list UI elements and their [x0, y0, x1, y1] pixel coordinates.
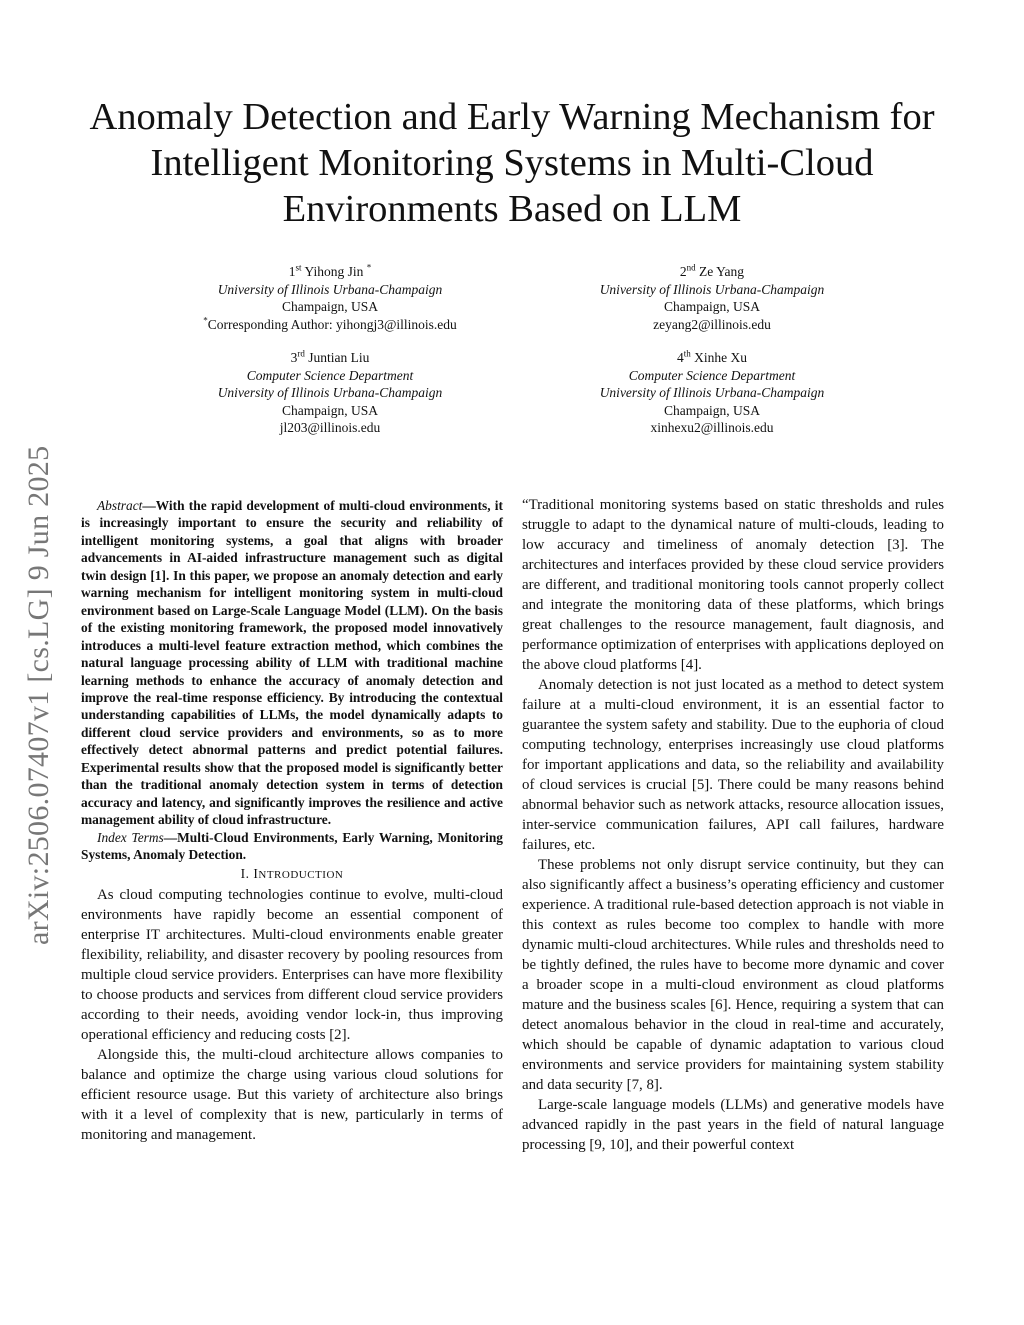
section-title-rest: NTRODUCTION	[258, 868, 344, 881]
author-mark: *	[366, 262, 372, 273]
ordinal-suffix: rd	[297, 348, 305, 359]
location: Champaign, USA	[282, 299, 378, 314]
section-number: I.	[240, 865, 250, 881]
email: zeyang2@illinois.edu	[653, 316, 771, 332]
department: Computer Science Department	[246, 367, 414, 383]
abstract-text: —With the rapid development of multi-cloud environments, it is increasingly important to ensure the security and reliability of intelligent monitoring systems, a goal that aligns with broader advancements in AI-aided infrastructure management such as digital twin design [1]. In this paper, we propose an anomaly detection and early warning mechanism for intelligent monitoring system in multi-cloud environment based on Large-Scale Language Model (LLM). On the basis of the existing monitoring framework, the proposed model innovatively introduces a multi-level feature extraction method, which combines the natural language processing ability of LLM with traditional machine learning methods to enhance the accuracy of anomaly detection and improve the real-time response efficiency. By introducing the contextual understanding capabilities of LLMs, the model dynamically adapts to different cloud service providers and environments, so as to more effectively detect abnormal patterns and predict potential failures. Experimental results show that the proposed model is significantly better than the traditional anomaly detection system in terms of detection accuracy and latency, and significantly improves the resilience and active management ability of cloud infrastructure.	[81, 498, 503, 828]
author-4	[532, 349, 892, 437]
abstract-label: Abstract	[97, 498, 143, 513]
author-3	[150, 349, 510, 437]
paragraph: Anomaly detection is not just located as a method to detect system failure at a multi-cloud environment, it is an essential factor to guarantee the system safety and stability. Due to the euphoria of cloud computing technology, enterprises increasingly use cloud platforms for important applications and data, so the reliability and availability of cloud services is crucial [5]. There could be many reasons behind abnormal behavior such as network attacks, resource allocation issues, inter-service communication failures, API call failures, hardware failures, etc.	[522, 677, 944, 853]
affiliation: University of Illinois Urbana-Champaign	[217, 385, 443, 400]
author-ordinal: 1	[288, 264, 296, 279]
ordinal-suffix: nd	[686, 262, 696, 273]
corresponding-note: Corresponding Author: yihongj3@illinois.edu	[207, 316, 457, 332]
affiliation: University of Illinois Urbana-Champaign	[599, 281, 825, 297]
index-terms-label: Index Terms	[97, 829, 164, 845]
email: xinhexu2@illinois.edu	[650, 420, 774, 435]
author-2	[532, 263, 892, 333]
note-mark: *	[203, 315, 208, 325]
location: Champaign, USA	[282, 402, 378, 418]
author-name: Juntian Liu	[308, 350, 370, 365]
section-heading-introduction	[81, 864, 503, 885]
author-ordinal: 4	[676, 350, 684, 365]
ordinal-suffix: th	[683, 348, 691, 359]
email: jl203@illinois.edu	[279, 420, 381, 435]
arxiv-stamp: arXiv:2506.07407v1 [cs.LG] 9 Jun 2025	[22, 445, 55, 945]
paragraph: Alongside this, the multi-cloud architecture allows companies to balance and optimize the charge using various cloud solutions for efficient resource usage. But this variety of architecture also brings with it a level of complexity that is new, particularly in terms of monitoring and management.	[81, 1046, 503, 1143]
right-column	[522, 495, 944, 1155]
paragraph: As cloud computing technologies continue to evolve, multi-cloud environments have rapidly become an essential component of enterprise IT architectures. Multi-cloud environments enable greater flexibility, reliability, and disaster recovery by pooling resources from multiple cloud service providers. Enterprises can have more flexibility to choose products and services from different cloud service providers according to their needs, avoiding vendor lock-in, thus improving operational efficiency and reducing costs [2].	[81, 886, 503, 1043]
author-1	[150, 263, 510, 333]
paragraph: These problems not only disrupt service continuity, but they can also significantly affect a business’s operating efficiency and customer experience. A traditional rule-based detection approach is not viable in this context as rules become too complex to handle with more dynamic multi-cloud architectures. While rules and thresholds need to be tightly defined, the rules have to become more dynamic and cover a broader scope in a multi-cloud environment as cloud platforms mature and the business scales [6]. Hence, requiring a system that can detect anomalous behavior in the cloud in real-time and accurately, which should be capable of dynamic adaptation to various cloud environments and service providers for maintaining system stability and data security [7, 8].	[522, 857, 944, 1093]
paragraph: Large-scale language models (LLMs) and generative models have advanced rapidly in the past years in the field of natural language processing [9, 10], and their powerful context	[522, 1097, 944, 1153]
location: Champaign, USA	[664, 402, 760, 418]
author-ordinal: 2	[679, 264, 687, 279]
paper-title: Anomaly Detection and Early Warning Mechanism for Intelligent Monitoring Systems in Multi-Cloud Environments Based on LLM	[89, 96, 935, 230]
affiliation: University of Illinois Urbana-Champaign	[599, 385, 825, 400]
affiliation: University of Illinois Urbana-Champaign	[217, 281, 443, 297]
paragraph: “Traditional monitoring systems based on static thresholds and rules struggle to adapt to the dynamical nature of multi-clouds, leading to low accuracy and timeliness of anomaly detection [3]. The architectures and interfaces provided by these cloud service providers are different, and traditional monitoring tools cannot properly collect and integrate the monitoring data of these platforms, which brings great challenges to the resource management, fault diagnosis, and performance optimization of enterprises with applications deployed on the above cloud platforms [4].	[522, 497, 944, 673]
author-name: Xinhe Xu	[694, 350, 747, 365]
location: Champaign, USA	[664, 299, 760, 314]
index-terms-text: —Multi-Cloud Environments, Early Warning, Monitoring Systems, Anomaly Detection.	[81, 829, 504, 863]
author-name: Ze Yang	[699, 264, 745, 279]
abstract	[81, 497, 503, 864]
author-name: Yihong Jin	[304, 264, 364, 279]
ordinal-suffix: st	[295, 262, 302, 273]
department: Computer Science Department	[628, 367, 796, 383]
left-column	[81, 497, 503, 1145]
section-title-initial: I	[253, 865, 259, 881]
author-ordinal: 3	[290, 350, 298, 365]
